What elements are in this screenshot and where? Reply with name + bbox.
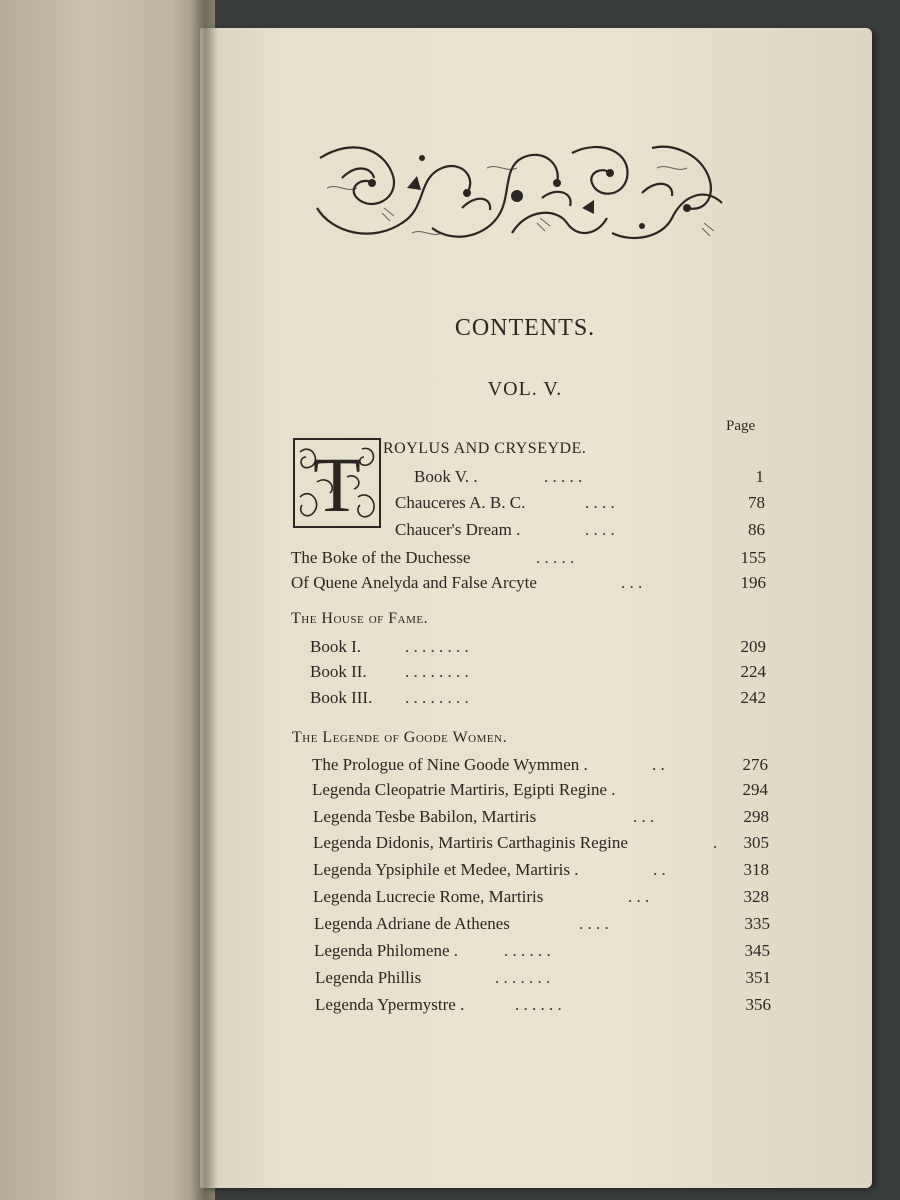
left-page xyxy=(0,0,215,1200)
toc-entry: Chaucer's Dream . . . . . 86 xyxy=(395,520,765,539)
toc-entry: Legenda Philomene . . . . . . . 345 xyxy=(314,941,770,960)
toc-entry: Legenda Ypsiphile et Medee, Martiris . . . 318 xyxy=(313,860,769,879)
volume-label: VOL. V. xyxy=(487,378,563,400)
page-column-label: Page xyxy=(726,418,756,434)
toc-entry: Legenda Phillis . . . . . . . 351 xyxy=(315,968,771,987)
toc-entry: Legenda Adriane de Athenes . . . . 335 xyxy=(314,914,770,933)
house-of-fame-heading: The House of Fame. xyxy=(291,610,429,627)
toc-entry: Chauceres A. B. C. . . . . 78 xyxy=(395,493,765,512)
toc-entry: Legenda Ypermystre . . . . . . . 356 xyxy=(315,995,771,1014)
book-gutter xyxy=(190,0,218,1200)
toc-entry: Legenda Cleopatrie Martiris, Egipti Regine . 294 xyxy=(312,780,768,799)
ornamental-headpiece-icon xyxy=(312,138,730,248)
toc-entry: Book II. . . . . . . . . 224 xyxy=(310,662,766,681)
decorated-initial-icon xyxy=(292,437,382,529)
toc-entry: Book III. . . . . . . . . 242 xyxy=(310,688,766,707)
troylus-heading: ROYLUS AND CRYSEYDE. xyxy=(383,440,587,457)
toc-entry: Legenda Didonis, Martiris Carthaginis Regine . 305 xyxy=(313,833,769,852)
contents-title: CONTENTS. xyxy=(454,315,596,341)
initial-letter: T xyxy=(313,441,361,528)
toc-entry: The Boke of the Duchesse . . . . . 155 xyxy=(291,548,766,567)
toc-entry: The Prologue of Nine Goode Wymmen . . . 276 xyxy=(312,755,768,774)
toc-entry: Book I. . . . . . . . . 209 xyxy=(310,637,766,656)
toc-entry: Book V. . . . . . . 1 xyxy=(414,467,764,486)
toc-entry: Of Quene Anelyda and False Arcyte . . . 196 xyxy=(291,573,766,592)
toc-entry: Legenda Tesbe Babilon, Martiris . . . 298 xyxy=(313,807,769,826)
toc-entry: Legenda Lucrecie Rome, Martiris . . . 328 xyxy=(313,887,769,906)
legende-heading: The Legende of Goode Women. xyxy=(292,729,508,746)
